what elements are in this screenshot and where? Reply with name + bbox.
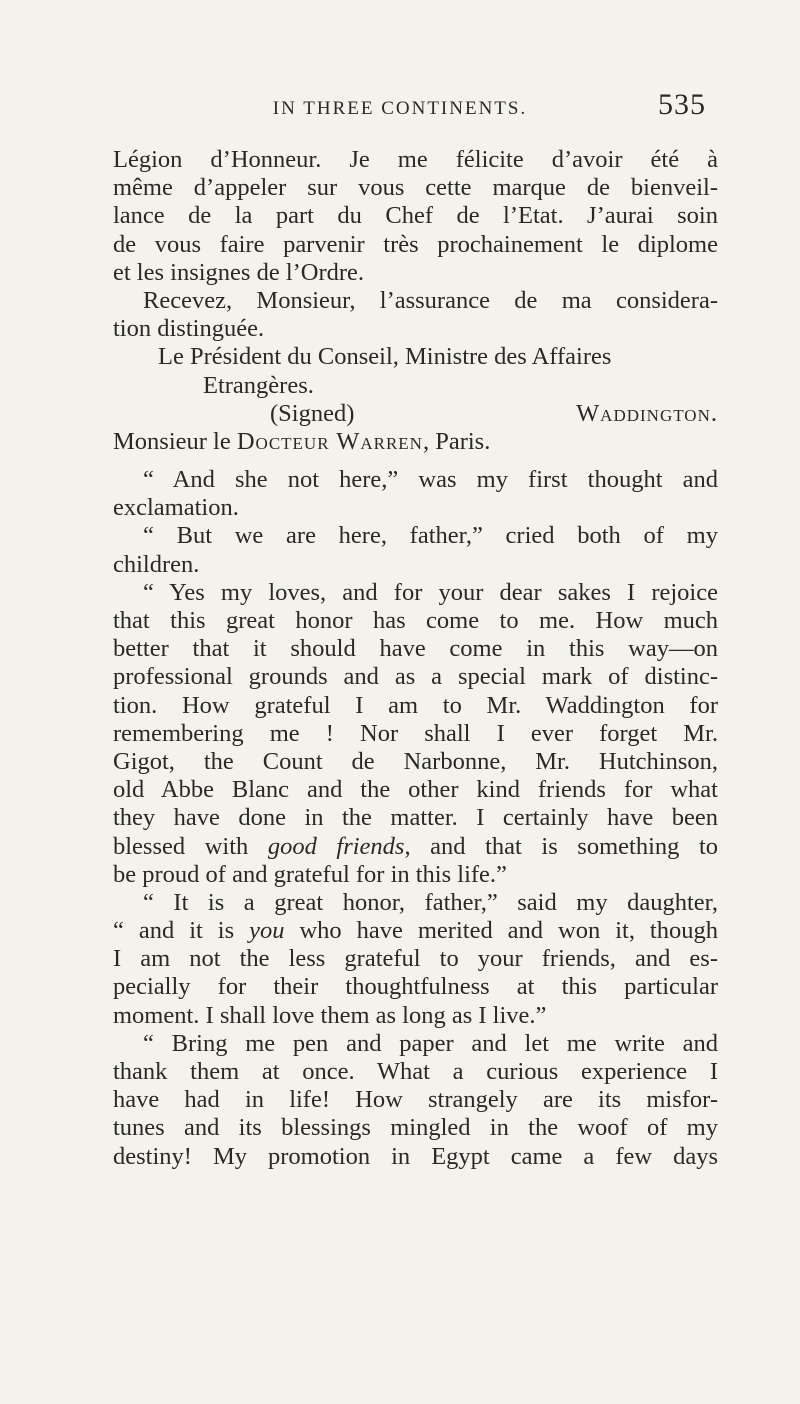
text-line: tion distinguée. <box>113 315 265 343</box>
running-head: IN THREE CONTINENTS. <box>272 98 528 119</box>
text-line: “ Bring me pen and paper and let me write and <box>143 1029 718 1057</box>
addressee-suffix: , Paris. <box>422 427 491 455</box>
emphasis-text: you <box>249 917 285 945</box>
text-segment: who have merited and won it, though <box>284 917 718 945</box>
text-segment: , and that is something to <box>404 832 718 860</box>
addressee-title: Docteur Warren <box>236 427 423 455</box>
text-line <box>113 833 718 861</box>
page-body <box>113 146 718 1171</box>
text-line: “ Yes my loves, and for your dear sakes I rejoice <box>143 578 718 606</box>
text-line: they have done in the matter. I certainly have been <box>113 804 718 832</box>
text-line: “ It is a great honor, father,” said my daughter, <box>143 888 718 916</box>
text-line: Recevez, Monsieur, l’assurance de ma considera- <box>143 286 718 314</box>
text-line: thank them at once. What a curious experience I <box>113 1058 718 1085</box>
text-line: pecially for their thoughtfulness at this particular <box>113 973 718 1001</box>
page-number: 535 <box>658 88 706 121</box>
text-line: Etrangères. <box>203 371 314 399</box>
addressee-line <box>113 428 718 456</box>
text-line <box>113 917 718 945</box>
signature-line <box>113 400 718 428</box>
text-line: Légion d’Honneur. Je me félicite d’avoir été à <box>113 146 718 173</box>
text-line: that this great honor has come to me. How much <box>113 607 718 634</box>
text-line: old Abbe Blanc and the other kind friends for what <box>113 776 718 804</box>
emphasis-text: good friends <box>267 832 405 860</box>
text-line: children. <box>113 550 200 578</box>
text-segment: blessed with <box>113 832 268 860</box>
text-line: be proud of and grateful for in this life.” <box>113 860 507 888</box>
text-line: better that it should have come in this way—on <box>113 635 718 663</box>
text-segment: “ and it is <box>113 917 250 945</box>
text-line: Gigot, the Count de Narbonne, Mr. Hutchinson, <box>113 747 718 775</box>
text-line: Le Président du Conseil, Ministre des Affaires <box>158 343 612 371</box>
text-line: de vous faire parvenir très prochainement le diplome <box>113 230 718 258</box>
text-line: exclamation. <box>113 494 239 522</box>
text-line: et les insignes de l’Ordre. <box>113 258 365 286</box>
text-line: remembering me ! Nor shall I ever forget Mr. <box>113 719 718 747</box>
text-line: tunes and its blessings mingled in the woof of my <box>113 1114 718 1142</box>
text-line: professional grounds and as a special mark of distinc- <box>113 663 718 691</box>
page-header <box>0 88 800 132</box>
text-line: moment. I shall love them as long as I live.” <box>113 1001 547 1029</box>
text-line: tion. How grateful I am to Mr. Waddington for <box>113 691 718 719</box>
text-line: même d’appeler sur vous cette marque de bienveil- <box>113 174 718 202</box>
signer-name: Waddington. <box>576 399 718 427</box>
text-line: lance de la part du Chef de l’Etat. J’aurai soin <box>113 202 718 230</box>
text-line: have had in life! How strangely are its misfor- <box>113 1086 718 1114</box>
text-line: I am not the less grateful to your friends, and es- <box>113 945 718 973</box>
paragraph-gap <box>113 456 718 466</box>
text-line: “ And she not here,” was my first thought and <box>143 466 718 494</box>
signed-label: (Signed) <box>270 399 355 427</box>
text-line: “ But we are here, father,” cried both of my <box>143 522 718 550</box>
text-line: destiny! My promotion in Egypt came a few days <box>113 1142 718 1170</box>
addressee-prefix: Monsieur le <box>113 427 237 455</box>
